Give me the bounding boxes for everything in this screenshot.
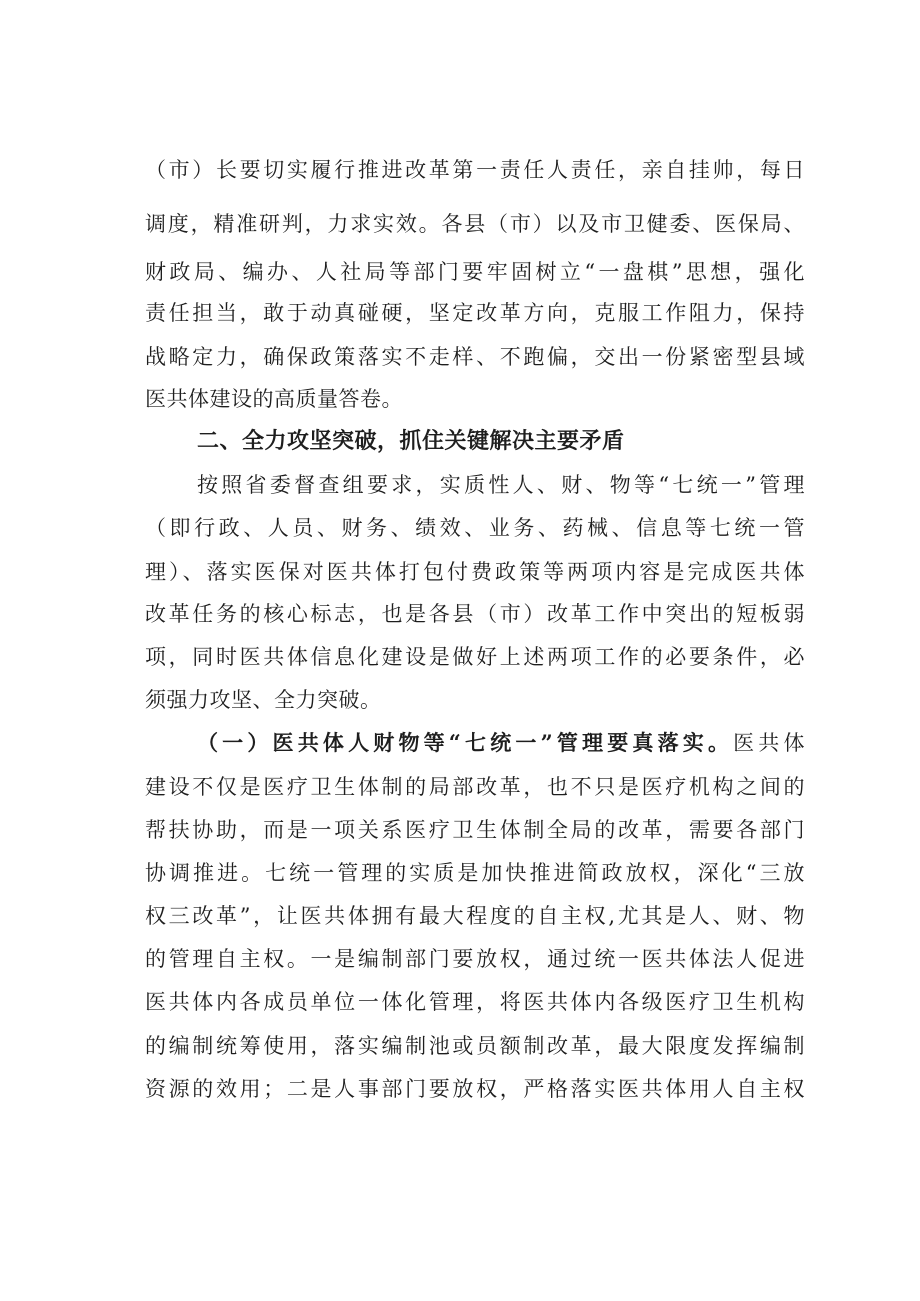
paragraph-2-line-5: 项，同时医共体信息化建设是做好上述两项工作的必要条件，必 [145,645,805,669]
paragraph-3-bold-lead: （一）医共体人财物等“七统一”管理要真落实。 [197,730,734,755]
paragraph-3-line-8: 的编制统筹使用，落实编制池或员额制改革，最大限度发挥编制 [145,1034,805,1058]
paragraph-1-line-6: 医共体建设的高质量答卷。 [145,387,403,411]
paragraph-3-line-4: 协调推进。七统一管理的实质是加快推进简政放权，深化“三放 [145,861,805,885]
paragraph-3-line-6: 的管理自主权。一是编制部门要放权，通过统一医共体法人促进 [145,947,805,971]
paragraph-3-line-1 [197,727,805,759]
paragraph-2-line-6: 须强力攻坚、全力突破。 [145,688,382,712]
paragraph-3-first-line-rest: 医共体 [733,731,805,755]
paragraph-3-line-2: 建设不仅是医疗卫生体制的局部改革，也不只是医疗机构之间的 [145,775,805,799]
paragraph-3-line-9: 资源的效用；二是人事部门要放权，严格落实医共体用人自主权 [145,1077,805,1101]
paragraph-2-line-4: 改革任务的核心标志，也是各县（市）改革工作中突出的短板弱 [145,602,805,626]
paragraph-1-line-3: 财政局、编办、人社局等部门要牢固树立“一盘棋”思想，强化 [145,260,805,284]
paragraph-2-line-1: 按照省委督查组要求，实质性人、财、物等“七统一”管理 [197,473,805,497]
paragraph-2-line-3: 理）、落实医保对医共体打包付费政策等两项内容是完成医共体 [145,560,805,584]
paragraph-3-line-3: 帮扶协助，而是一项关系医疗卫生体制全局的改革，需要各部门 [145,818,805,842]
paragraph-1-line-5: 战略定力，确保政策落实不走样、不跑偏，交出一份紧密型县域 [145,345,805,369]
paragraph-1-line-1: （市）长要切实履行推进改革第一责任人责任，亲自挂帅，每日 [145,158,805,182]
paragraph-1-line-4: 责任担当，敢于动真碰硬，坚定改革方向，克服工作阻力，保持 [145,301,805,325]
paragraph-3-line-5: 权三改革”，让医共体拥有最大程度的自主权,尤其是人、财、物 [145,904,805,928]
paragraph-2-line-2: （即行政、人员、财务、绩效、业务、药械、信息等七统一管 [145,516,805,540]
paragraph-1-line-2: 调度，精准研判，力求实效。各县（市）以及市卫健委、医保局、 [145,212,805,236]
paragraph-3-line-7: 医共体内各成员单位一体化管理，将医共体内各级医疗卫生机构 [145,990,805,1014]
section-heading: 二、全力攻坚突破，抓住关键解决主要矛盾 [197,429,625,454]
